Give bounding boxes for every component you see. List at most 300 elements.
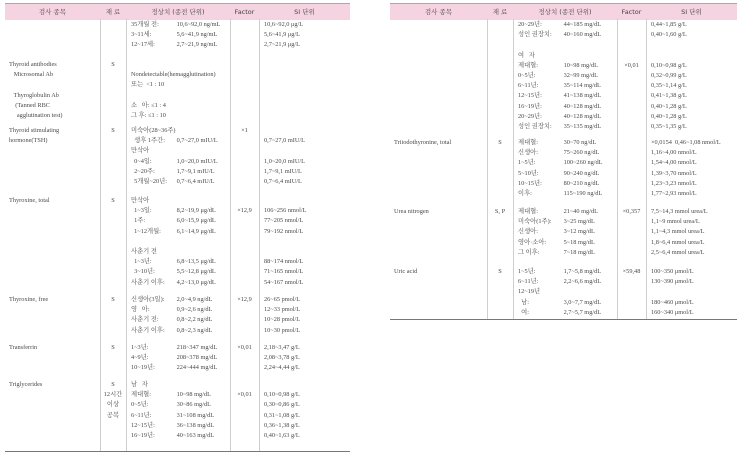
normal-range — [131, 247, 177, 257]
normal-range — [131, 257, 216, 267]
normal-range — [131, 40, 217, 50]
si-unit: 180~460 μmol/L — [651, 298, 694, 306]
si-unit: 0,7~27,0 mIU/L — [264, 137, 306, 145]
range-label: 소 아: ≤1 : 4 — [131, 101, 166, 109]
table-row — [390, 102, 737, 112]
table-row — [5, 295, 350, 305]
range-value: 40~163 mg/dL — [176, 432, 215, 439]
range-value: 6,8~13,5 μg/dL — [176, 258, 216, 266]
normal-range — [131, 305, 212, 315]
table-row — [390, 308, 737, 318]
range-value: 75~260 ng/dL — [563, 149, 600, 157]
range-label: 미숙아(1주): — [518, 218, 552, 226]
normal-range — [131, 326, 212, 336]
range-value: 41~138 mg/dL — [563, 92, 602, 100]
range-label: 또는 <1 : 10 — [131, 81, 165, 89]
si-unit: 160~340 μmol/L — [651, 308, 694, 316]
si-unit: 10,6~92,0 μg/L — [264, 21, 304, 28]
table-row — [5, 60, 350, 70]
table-row — [390, 51, 737, 61]
range-value: 44~185 mg/dL — [563, 21, 602, 28]
range-label: 만삭아 — [131, 147, 150, 155]
range-label: 사춘기 이후: — [131, 278, 165, 286]
range-value: 36~138 mg/dL — [176, 421, 215, 429]
normal-range — [518, 40, 564, 50]
range-label: 사춘기 전 — [131, 248, 157, 255]
range-value: 32~99 mg/dL — [563, 72, 598, 79]
si-unit: 1,16~4,00 nmol/L — [651, 149, 697, 157]
header-specimen: 재 료 — [492, 8, 508, 16]
table-row — [5, 227, 350, 237]
range-value: 218~347 mg/dL — [176, 344, 218, 351]
si-unit: 2,08~3,78 g/L — [264, 354, 300, 362]
range-label: 1~3일: — [131, 207, 152, 215]
si-unit: 2,7~21,9 μg/L — [264, 41, 300, 49]
si-unit: 88~174 nmol/L — [264, 258, 304, 266]
normal-range — [131, 237, 177, 247]
range-value: 35~135 mg/dL — [563, 123, 602, 130]
factor: ×1 — [241, 127, 248, 134]
table-row — [390, 298, 737, 308]
table-row — [390, 179, 737, 189]
si-unit: 1,7~9,1 mIU/L — [264, 167, 302, 175]
si-unit: 1,1~4,3 mmol urea/L — [651, 228, 705, 236]
si-unit: 1,0~20,0 mIU/L — [264, 157, 306, 165]
table-row — [5, 343, 350, 353]
table-row — [390, 248, 737, 258]
table-row — [390, 40, 737, 50]
range-label: 그 이후: — [518, 248, 540, 256]
range-label: 1~12개월: — [131, 227, 161, 235]
range-value: 30~86 mg/dL — [176, 401, 211, 409]
si-unit: 77~205 nmol/L — [264, 217, 304, 225]
table-row — [390, 277, 737, 287]
table-row — [5, 431, 350, 441]
table-row — [390, 158, 737, 168]
table-row — [5, 380, 350, 390]
si-unit: 0,7~6,4 mIU/L — [264, 178, 302, 185]
si-unit: 100~350 μmol/L — [651, 268, 694, 275]
range-value: 31~108 mg/dL — [176, 411, 215, 419]
si-unit: 7,5~14,3 mmol urea/L — [651, 208, 708, 215]
si-unit: 26~65 pmol/L — [264, 296, 301, 303]
range-label: 35개월 전: — [131, 21, 159, 28]
range-label: 성인 권장치: — [518, 31, 552, 39]
test-name: Urea nitrogen — [394, 208, 429, 215]
si-unit: 12~33 pmol/L — [264, 306, 301, 314]
table-row — [5, 247, 350, 257]
range-value: 7~18 mg/dL — [563, 248, 595, 256]
factor: ×0,01 — [237, 391, 252, 399]
table-row — [390, 138, 737, 148]
factor: ×0,01 — [624, 61, 639, 69]
test-name: Thyroglobulin Ab — [9, 91, 59, 99]
table-row — [5, 326, 350, 336]
range-value: 5,5~12,8 μg/dL — [176, 268, 216, 276]
normal-range — [131, 400, 211, 410]
table-row — [5, 126, 350, 136]
normal-range — [131, 216, 216, 226]
range-label: 20~29년: — [518, 21, 542, 28]
si-unit: 5,6~41,9 μg/L — [264, 31, 300, 39]
normal-range — [518, 248, 595, 258]
range-label: 제대혈: — [518, 139, 538, 146]
si-unit: 0,35~1,35 g/L — [651, 123, 687, 130]
test-name: Microsomal Ab — [9, 71, 54, 79]
normal-range — [131, 380, 177, 390]
si-unit: 71~165 nmol/L — [264, 268, 304, 276]
normal-range — [131, 295, 212, 305]
si-unit: 0,36~1,38 g/L — [264, 421, 300, 429]
range-value: 224~444 mg/dL — [176, 364, 218, 372]
table-row — [5, 196, 350, 206]
si-unit: 0,40~1,60 g/L — [651, 31, 687, 39]
table-row — [5, 101, 350, 111]
normal-range — [131, 167, 214, 177]
range-value: 0,7~6,4 mIU/L — [176, 178, 215, 185]
range-value: 2,2~6,6 mg/dL — [563, 278, 602, 286]
si-unit: 0,30~0,86 g/L — [264, 401, 300, 409]
normal-range — [518, 238, 595, 248]
range-value: 1,7~5,8 mg/dL — [563, 268, 602, 275]
specimen: 공복 — [106, 411, 120, 419]
normal-range — [131, 315, 212, 325]
normal-range — [131, 431, 214, 441]
normal-range — [131, 177, 214, 187]
table-row — [5, 278, 350, 288]
table-row — [5, 305, 350, 315]
si-unit: 0,41~1,38 g/L — [651, 92, 687, 100]
range-label: 1~3년: — [131, 258, 152, 266]
normal-range — [131, 421, 214, 431]
specimen: S — [498, 139, 502, 146]
table-row — [390, 217, 737, 227]
si-unit: 0,35~1,14 g/L — [651, 82, 687, 90]
range-value: 5~18 mg/dL — [563, 238, 595, 246]
table-row — [390, 207, 737, 217]
range-value: 0,8~2,2 ng/dL — [176, 316, 213, 324]
range-value: 1,0~20,0 mIU/L — [176, 157, 218, 165]
normal-range — [518, 51, 564, 61]
specimen: S — [111, 61, 115, 68]
si-unit: 2,18~3,47 g/L — [264, 344, 300, 351]
normal-range — [518, 227, 595, 237]
range-label: 3~11세: — [131, 31, 152, 39]
table-row — [390, 61, 737, 71]
range-value: 208~378 mg/dL — [176, 354, 218, 362]
table-row — [5, 40, 350, 50]
range-value: 2,7~5,7 mg/dL — [563, 308, 602, 316]
range-label: 0~4일: — [131, 157, 152, 165]
factor: ×0,01 — [237, 344, 252, 351]
normal-range — [518, 217, 595, 227]
si-unit: 130~390 μmol/L — [651, 278, 694, 286]
header-si-unit: SI 단위 — [681, 8, 702, 16]
normal-range — [131, 126, 177, 136]
normal-range — [131, 411, 214, 421]
si-unit: ×0,0154 0,46~1,08 nmol/L — [651, 139, 721, 146]
range-value: 40~160 mg/dL — [563, 31, 602, 39]
range-value: 115~190 ng/dL — [563, 190, 603, 197]
normal-range — [131, 343, 217, 353]
test-name: Thyroxine, total — [9, 197, 50, 204]
range-label: 제대혈: — [518, 208, 538, 215]
range-label: 3~10년: — [131, 268, 155, 276]
range-value: 100~260 ng/dL — [563, 159, 603, 167]
table-row — [390, 112, 737, 122]
range-value: 1,7~9,1 mIU/L — [176, 167, 215, 175]
normal-range — [131, 353, 217, 363]
range-label: 0~5년: — [131, 401, 149, 409]
si-unit: 0,40~1,28 g/L — [651, 112, 687, 120]
normal-range — [131, 390, 211, 400]
si-unit: 0,10~0,98 g/L — [651, 61, 687, 69]
specimen: S — [111, 197, 115, 204]
si-unit: 1,1~9 mmol urea/L — [651, 218, 700, 226]
range-label: 12~19년 — [518, 288, 541, 296]
range-value: 30~70 ng/dL — [563, 139, 597, 146]
normal-range — [131, 60, 177, 70]
range-value: 8,2~19,9 μg/dL — [176, 207, 216, 215]
range-label: 16~19년: — [518, 102, 542, 110]
specimen: S — [111, 381, 115, 388]
range-value: 21~40 mg/dL — [563, 208, 598, 215]
table-row — [390, 287, 737, 297]
range-value: 5,6~41,9 ng/mL — [176, 31, 218, 39]
factor: ×12,9 — [237, 207, 252, 215]
normal-range — [518, 122, 601, 132]
table-row — [5, 267, 350, 277]
test-name: hormone(TSH) — [9, 137, 48, 145]
header-factor: Factor — [621, 8, 642, 16]
specimen: S, P — [494, 208, 506, 215]
normal-range — [518, 148, 599, 158]
factor: ×59,48 — [622, 268, 641, 275]
table-row — [5, 146, 350, 156]
range-label: 5~10년: — [518, 169, 539, 177]
si-unit: 54~167 nmol/L — [264, 278, 304, 286]
range-label: 2~20주: — [131, 167, 155, 175]
test-name: Thyroid antibodies — [9, 61, 57, 68]
table-header — [5, 3, 350, 20]
normal-range — [131, 278, 216, 288]
table-row — [390, 227, 737, 237]
table-row — [5, 70, 350, 80]
normal-range — [131, 91, 177, 101]
range-label: 1~5년: — [518, 268, 536, 275]
table-row — [390, 91, 737, 101]
range-value: 0,7~27,0 mIU/L — [176, 137, 218, 145]
specimen: 12시간 — [103, 391, 123, 399]
normal-range — [518, 179, 599, 189]
range-label: 12~15년: — [131, 421, 155, 429]
table-row — [5, 177, 350, 187]
range-label: 생후 1주간: — [131, 137, 165, 145]
range-label: 6~11년: — [518, 82, 539, 90]
range-label: 0~5년: — [518, 72, 536, 79]
range-label: 사춘기 이후: — [131, 326, 165, 334]
normal-range — [518, 102, 601, 112]
range-value: 10,6~92,0 ng/mL — [176, 21, 221, 28]
specimen: S — [111, 296, 115, 303]
normal-range — [518, 20, 601, 30]
si-unit: 0,40~1,63 g/L — [264, 432, 300, 439]
range-label: 제대혈: — [131, 391, 151, 399]
normal-range — [518, 30, 601, 40]
normal-range — [518, 138, 596, 148]
table-row — [390, 238, 737, 248]
table-row — [5, 167, 350, 177]
table-row — [390, 71, 737, 81]
table-row — [5, 111, 350, 121]
normal-range — [518, 112, 601, 122]
normal-range — [131, 136, 218, 146]
table-row — [5, 91, 350, 101]
test-name: (Tanned RBC — [9, 101, 51, 109]
table-row — [5, 363, 350, 373]
si-unit: 79~192 nmol/L — [264, 227, 304, 235]
normal-range — [131, 30, 217, 40]
range-label: 신생아(3일): — [131, 296, 165, 303]
table-row — [5, 315, 350, 325]
si-unit: 0,32~0,99 g/L — [651, 72, 687, 79]
header-factor: Factor — [234, 8, 255, 16]
range-value: 0,8~2,3 ng/dL — [176, 326, 213, 334]
range-label: 10~15년: — [518, 179, 542, 187]
range-label: 16~19년: — [131, 432, 155, 439]
normal-range — [518, 207, 598, 217]
table-row — [5, 30, 350, 40]
normal-range — [131, 267, 216, 277]
normal-range — [131, 111, 177, 121]
table-row — [5, 80, 350, 90]
si-unit: 0,44~1,85 g/L — [651, 21, 687, 28]
normal-range — [131, 146, 177, 156]
header-normal-range: 정상치 (종전 단위) — [151, 8, 205, 16]
range-value: 3,0~7,7 mg/dL — [563, 298, 602, 306]
range-value: 40~128 mg/dL — [563, 112, 602, 120]
range-label: 12~15년: — [518, 92, 542, 100]
header-test-name: 검사 종목 — [424, 8, 453, 16]
range-label: 신생아: — [518, 149, 538, 157]
range-value: 80~210 ng/dL — [563, 179, 600, 187]
table-row — [390, 189, 737, 199]
header-si-unit: SI 단위 — [294, 8, 315, 16]
range-value: 0,9~2,6 ng/dL — [176, 306, 213, 314]
range-value: 35~114 mg/dL — [563, 82, 601, 90]
range-value: 4,2~13,0 μg/dL — [176, 278, 216, 286]
normal-range — [131, 157, 218, 167]
table-bottom-rule — [5, 451, 350, 452]
factor: ×12,9 — [237, 296, 252, 303]
range-label: 여: — [518, 308, 529, 316]
range-value: 90~240 ng/dL — [563, 169, 600, 177]
normal-range — [131, 206, 216, 216]
table-row — [5, 20, 350, 30]
test-name: Triiodothyronine, total — [394, 139, 452, 146]
range-label: 6~11년: — [131, 411, 152, 419]
normal-range — [518, 169, 599, 179]
range-label: 6~11년: — [518, 278, 539, 286]
si-unit: 1,23~3,23 nmol/L — [651, 179, 697, 187]
reference-table-left — [5, 3, 350, 452]
si-unit: 1,8~6,4 mmol urea/L — [651, 238, 705, 246]
si-unit: 0,10~0,98 g/L — [264, 391, 300, 399]
factor: ×0,357 — [622, 208, 641, 215]
normal-range — [131, 20, 220, 30]
normal-range — [518, 308, 601, 318]
range-value: 2,7~21,9 ng/mL — [176, 41, 218, 49]
range-value: 40~128 mg/dL — [563, 102, 602, 110]
range-label: Nondetectable(hemagglutination) — [131, 71, 216, 79]
table-header — [390, 3, 737, 20]
table-row — [5, 206, 350, 216]
normal-range — [518, 277, 601, 287]
table-row — [5, 136, 350, 146]
reference-table-right — [390, 3, 737, 320]
table-row — [5, 411, 350, 421]
range-label: 여 자 — [518, 51, 535, 59]
specimen: S — [111, 344, 115, 351]
range-label: 5개월~20년: — [131, 178, 167, 185]
table-row — [5, 390, 350, 400]
si-unit: 2,5~6,4 mmol urea/L — [651, 248, 705, 256]
range-label: 그 후: ≤1 : 10 — [131, 112, 166, 119]
range-value: 6,1~14,9 μg/dL — [176, 227, 216, 235]
range-value: 6,0~15,9 μg/dL — [176, 217, 216, 225]
range-label: 미숙아(28~36주) — [131, 127, 176, 134]
range-value: 3~12 mg/dL — [563, 228, 595, 236]
table-row — [390, 122, 737, 132]
table-row — [390, 81, 737, 91]
test-name: Thyroid stimulating — [9, 127, 60, 134]
table-row — [390, 20, 737, 30]
test-name: Transferrin — [9, 344, 38, 351]
table-row — [5, 157, 350, 167]
range-label: 남 자 — [131, 381, 148, 388]
table-bottom-rule — [390, 319, 737, 320]
range-label: 제대혈: — [518, 61, 538, 69]
si-unit: 1,39~3,70 nmol/L — [651, 169, 697, 177]
table-row — [390, 30, 737, 40]
range-label: 신생아: — [518, 228, 538, 236]
range-label: 1~5년: — [518, 159, 536, 167]
table-row — [5, 216, 350, 226]
si-unit: 2,24~4,44 g/L — [264, 364, 300, 372]
range-label: 남: — [518, 298, 529, 306]
si-unit: 10~30 pmol/L — [264, 326, 301, 334]
test-name: Uric acid — [394, 268, 418, 275]
specimen: S — [498, 268, 502, 275]
range-label: 20~29년: — [518, 112, 542, 120]
table-row — [390, 148, 737, 158]
range-value: 10~98 mg/dL — [176, 391, 211, 399]
range-label: 영아·소아: — [518, 238, 547, 246]
test-name: agglutination test) — [9, 112, 63, 119]
si-unit: 106~256 nmol/L — [264, 207, 307, 215]
specimen: 이상 — [106, 401, 120, 409]
range-label: 4~9년: — [131, 354, 149, 362]
si-unit: 0,31~1,08 g/L — [264, 411, 300, 419]
header-test-name: 검사 종목 — [38, 8, 67, 16]
test-name: Triglycerides — [9, 381, 43, 388]
normal-range — [518, 158, 603, 168]
range-label: 12~17세: — [131, 41, 155, 49]
normal-range — [131, 80, 177, 90]
normal-range — [518, 298, 601, 308]
normal-range — [518, 71, 598, 81]
specimen: S — [111, 127, 115, 134]
